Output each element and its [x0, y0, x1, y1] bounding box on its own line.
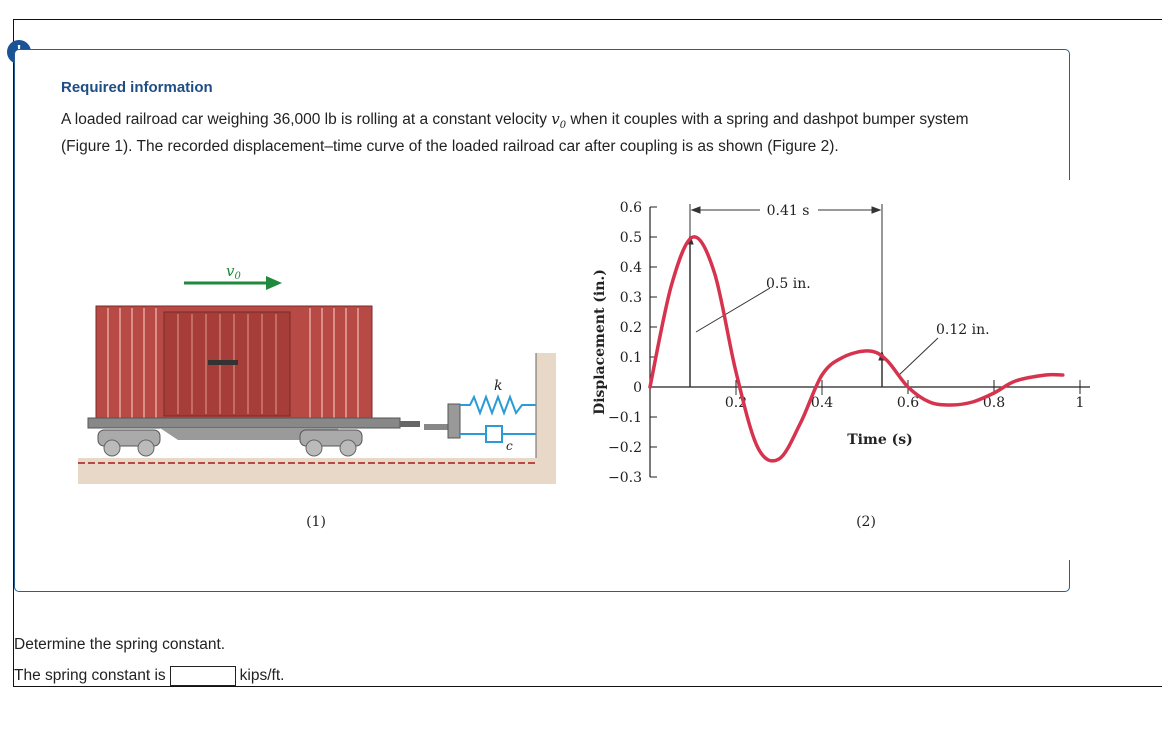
x-tick-label: 0.2: [724, 395, 748, 411]
answer-unit: kips/ft.: [239, 667, 285, 684]
required-info-text: A loaded railroad car weighing 36,000 lb is rolling at a constant velocity $v_0$ when it couples with a spring and dashpot bumper system (Figure 1). The recorded displacement–time curve of the loaded railroad car after coupling is as shown (Figure 2).: [61, 110, 969, 155]
velocity-symbol: $v_0$: [551, 110, 567, 131]
y-tick-label: 0.6: [619, 200, 642, 216]
required-info-title: Required information: [61, 79, 213, 96]
y-axis-label: Displacement (in.): [592, 269, 608, 415]
peak2-annotation: 0.12 in.: [936, 322, 990, 338]
answer-prefix: The spring constant is: [14, 667, 166, 684]
displacement-curve: [650, 237, 1063, 461]
displacement-chart: [592, 200, 1090, 530]
x-tick-label: 0.8: [982, 395, 1006, 411]
spring-label: k: [494, 378, 503, 394]
y-tick-label: 0: [633, 380, 642, 396]
y-tick-label: −0.1: [608, 410, 642, 426]
y-tick-label: 0.2: [619, 320, 642, 336]
y-tick-label: 0.4: [619, 260, 642, 276]
x-tick-label: 0.4: [810, 395, 834, 411]
x-tick-label: 1: [1075, 395, 1085, 411]
y-tick-label: 0.3: [619, 290, 642, 306]
chart-annotations: [687, 204, 938, 395]
velocity-label: $v_0$: [226, 262, 241, 282]
y-tick-label: 0.5: [619, 230, 642, 246]
x-axis-label: Time (s): [847, 432, 913, 448]
y-tick-label: −0.3: [608, 470, 642, 486]
spring-constant-input[interactable]: [170, 666, 236, 686]
question-text: Determine the spring constant.: [14, 636, 226, 653]
answer-row: [14, 666, 284, 686]
x-tick-label: 0.6: [896, 395, 920, 411]
y-tick-label: −0.2: [608, 440, 642, 456]
figure1-railcar: [78, 262, 556, 530]
figure2-caption: (2): [856, 514, 876, 530]
peak1-annotation: 0.5 in.: [766, 276, 811, 292]
y-tick-label: 0.1: [619, 350, 642, 366]
figure-area: [60, 190, 1100, 540]
damper-label: c: [506, 439, 513, 453]
figure1-caption: (1): [306, 514, 326, 530]
period-annotation: 0.41 s: [766, 203, 810, 219]
